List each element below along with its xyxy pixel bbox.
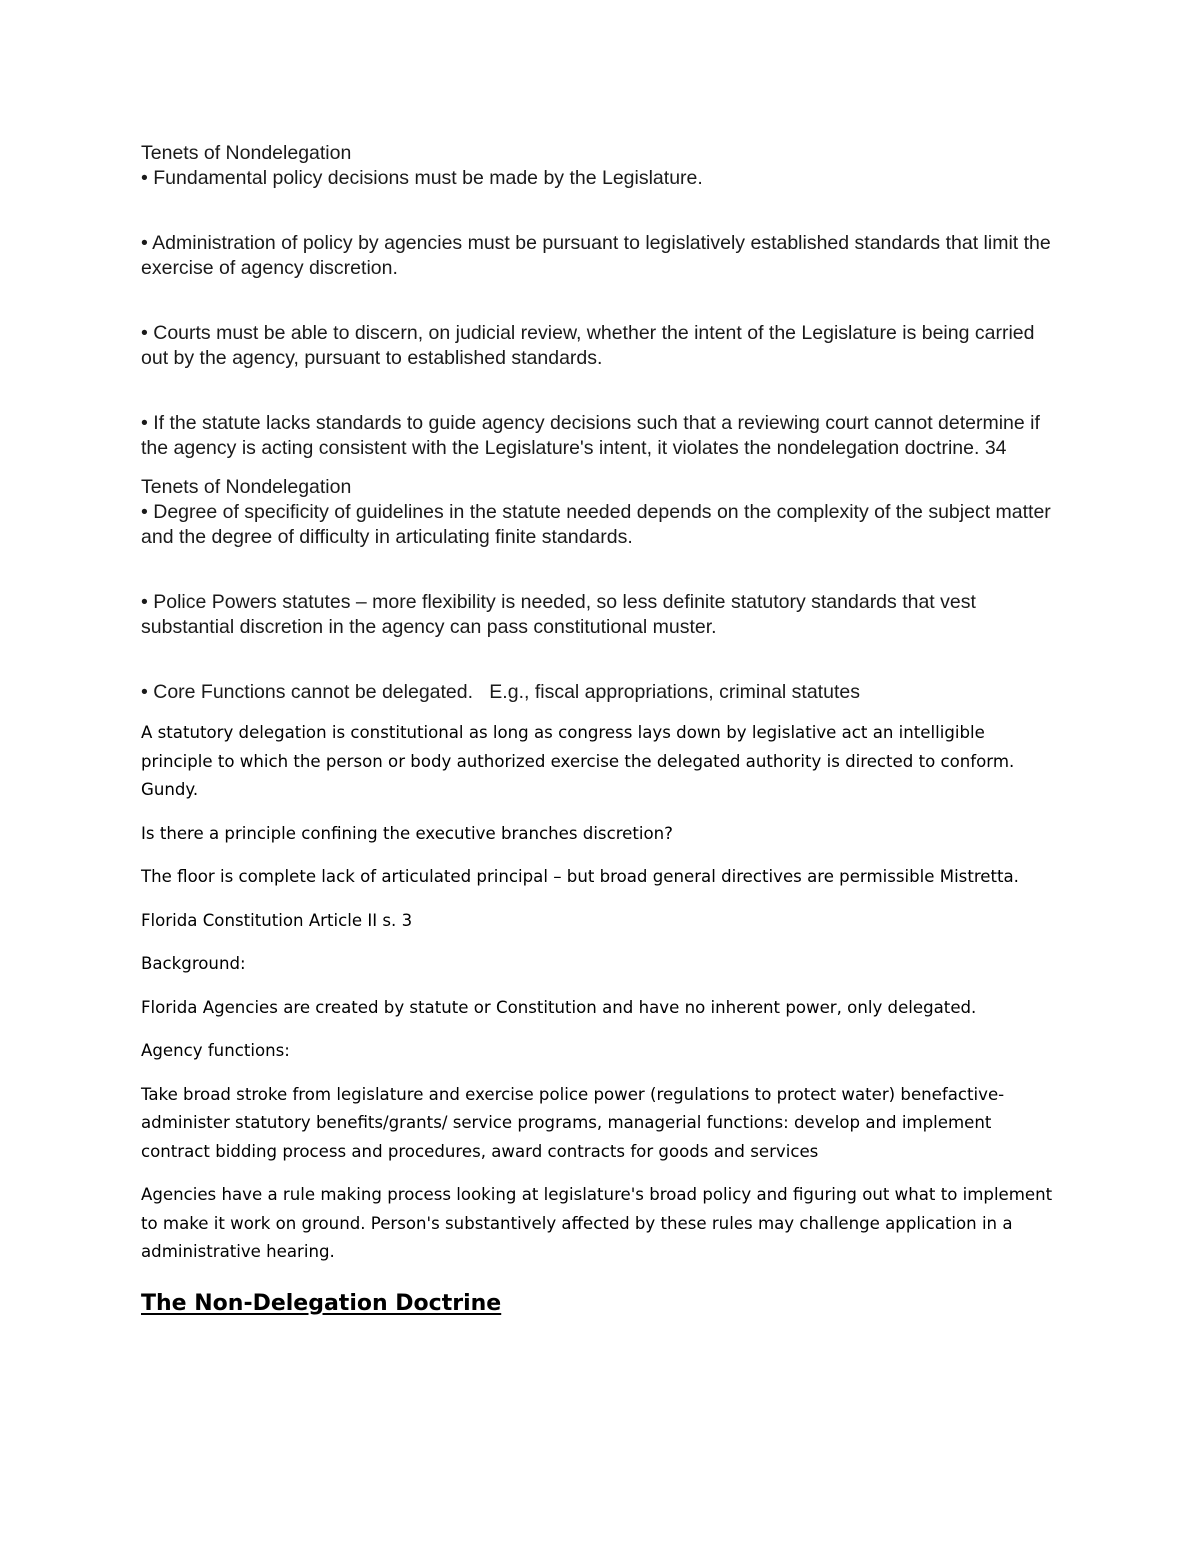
note-paragraph: Background: (141, 954, 246, 973)
document-page (141, 141, 1061, 1319)
bullet-item: • Courts must be able to discern, on judicial review, whether the intent of the Legislature is being carried out by the agency, pursuant to established standards. (141, 322, 1035, 369)
note-paragraph: Take broad stroke from legislature and exercise police power (regulations to protect water) benefactive-administer statutory benefits/grants/ service programs, managerial functions: develop and implement contract bidding process and procedures, award contracts for goods and services (141, 1084, 1005, 1161)
section-title: Tenets of Nondelegation (141, 476, 352, 498)
note-paragraph: Agencies have a rule making process looking at legislature's broad policy and figuring out what to implement to make it work on ground. Person's substantively affected by these rules may challenge application in a administrative hearing. (141, 1185, 1053, 1261)
bullet-item: • Administration of policy by agencies must be pursuant to legislatively established standards that limit the exercise of agency discretion. (141, 232, 1051, 279)
note-paragraph: Is there a principle confining the executive branches discretion? (141, 823, 673, 843)
note-paragraph: A statutory delegation is constitutional as long as congress lays down by legislative act an intelligible principle to which the person or body authorized exercise the delegated authority is directed to conform. Gundy. (141, 723, 1015, 799)
section-title: Tenets of Nondelegation (141, 142, 352, 164)
bullet-item: • If the statute lacks standards to guide agency decisions such that a reviewing court cannot determine if the agency is acting consistent with the Legislature's intent, it violates the nondelegation doctrine. 34 (141, 412, 1040, 459)
bullet-item: • Degree of specificity of guidelines in the statute needed depends on the complexity of the subject matter and the degree of difficulty in articulating finite standards. (141, 501, 1051, 548)
note-paragraph: Florida Constitution Article II s. 3 (141, 910, 413, 930)
section-tenets-2 (141, 475, 1061, 705)
note-paragraph: Agency functions: (141, 1041, 290, 1060)
note-paragraph: The floor is complete lack of articulated principal – but broad general directives are permissible Mistretta. (141, 867, 1019, 886)
bullet-item: • Core Functions cannot be delegated. E.g., fiscal appropriations, criminal statutes (141, 681, 860, 703)
note-paragraph: Florida Agencies are created by statute or Constitution and have no inherent power, only delegated. (141, 997, 977, 1017)
section-tenets-1 (141, 141, 1061, 461)
bullet-item: • Fundamental policy decisions must be made by the Legislature. (141, 167, 703, 189)
notes-section (141, 719, 1061, 1267)
doctrine-heading: The Non-Delegation Doctrine (141, 1290, 502, 1316)
bullet-item: • Police Powers statutes – more flexibility is needed, so less definite statutory standards that vest substantial discretion in the agency can pass constitutional muster. (141, 591, 976, 638)
